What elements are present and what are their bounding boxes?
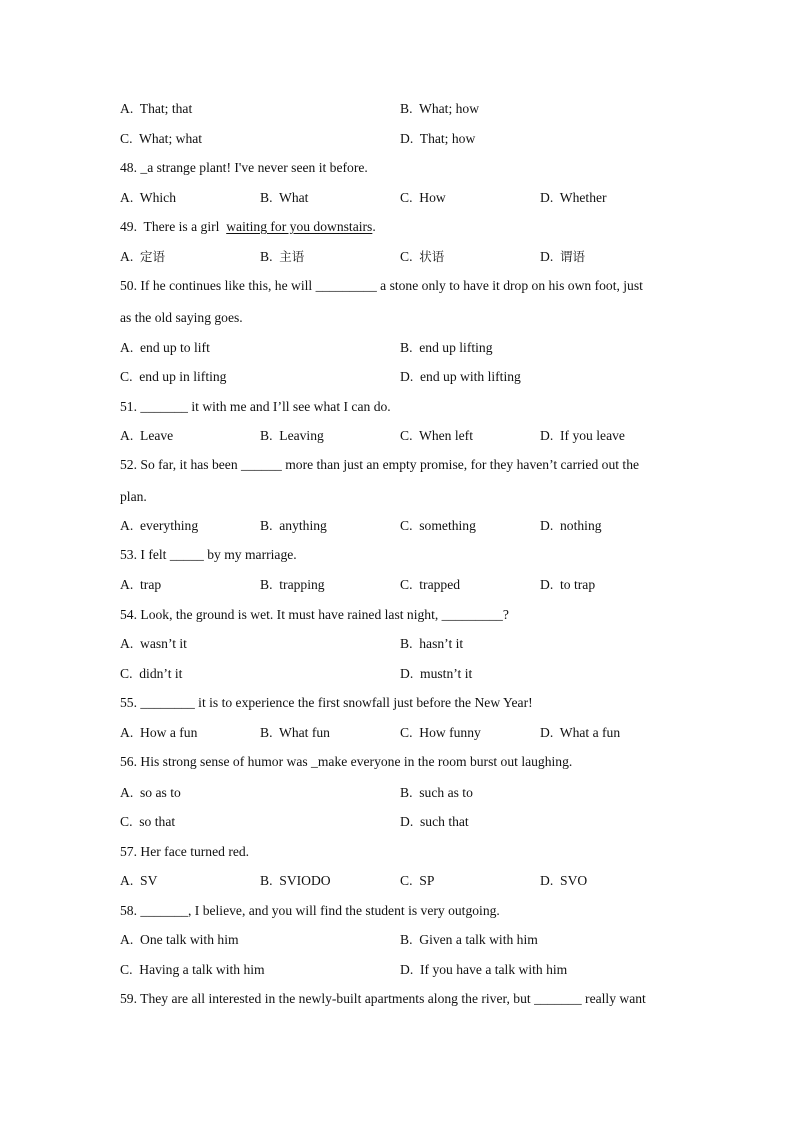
- answer-option: D. nothing: [540, 518, 602, 533]
- question-text: 55. ________ it is to experience the first snowfall just before the New Year!: [120, 695, 533, 710]
- answer-option: B. SVIODO: [260, 873, 331, 888]
- answer-option: [540, 248, 585, 266]
- answer-option: C. didn’t it: [120, 666, 183, 681]
- answer-option: A. How a fun: [120, 725, 198, 740]
- question-line: [120, 309, 680, 327]
- question-line: [120, 277, 680, 295]
- answer-option: D. If you have a talk with him: [400, 962, 568, 977]
- question-text: 52. So far, it has been ______ more than just an empty promise, for they haven’t carried out the: [120, 457, 640, 472]
- options-row: [120, 427, 680, 445]
- answer-option: A. so as to: [120, 785, 181, 800]
- answer-option: D. Whether: [540, 190, 607, 205]
- question-text: 48. _a strange plant! I've never seen it before.: [120, 160, 368, 175]
- answer-option: A. One talk with him: [120, 932, 239, 947]
- answer-option: B. What; how: [400, 101, 480, 116]
- question-line: [120, 398, 680, 416]
- options-row: [120, 784, 680, 802]
- question-text: 57. Her face turned red.: [120, 844, 250, 859]
- question-line: [120, 753, 680, 771]
- option-text: 定语: [140, 249, 166, 264]
- option-letter: A.: [120, 249, 141, 264]
- options-row: [120, 872, 680, 890]
- answer-option: B. hasn’t it: [400, 636, 464, 651]
- options-row: [120, 931, 680, 949]
- answer-option: D. end up with lifting: [400, 369, 521, 384]
- question-text: 53. I felt _____ by my marriage.: [120, 547, 297, 562]
- answer-option: C. Having a talk with him: [120, 962, 265, 977]
- options-row: [120, 130, 680, 148]
- answer-option: B. What fun: [260, 725, 330, 740]
- answer-option: C. What; what: [120, 131, 203, 146]
- option-letter: D.: [540, 249, 561, 264]
- option-letter: C.: [400, 249, 420, 264]
- question-line: [120, 606, 680, 624]
- question-line: [120, 843, 680, 861]
- option-text: 状语: [419, 249, 445, 264]
- answer-option: A. everything: [120, 518, 199, 533]
- question-line: [120, 694, 680, 712]
- options-row: [120, 576, 680, 594]
- question-line: [120, 488, 680, 506]
- answer-option: A. end up to lift: [120, 340, 210, 355]
- answer-option: B. trapping: [260, 577, 325, 592]
- answer-option: D. If you leave: [540, 428, 625, 443]
- question-text: plan.: [120, 489, 147, 504]
- answer-option: C. something: [400, 518, 476, 533]
- question-line: [120, 990, 680, 1008]
- answer-option: D. such that: [400, 814, 469, 829]
- answer-option: A. SV: [120, 873, 158, 888]
- question-text: 54. Look, the ground is wet. It must have rained last night, _________?: [120, 607, 509, 622]
- answer-option: A. That; that: [120, 101, 193, 116]
- options-row: [120, 517, 680, 535]
- answer-option: B. anything: [260, 518, 327, 533]
- question-text: .: [372, 219, 376, 234]
- question-text: 58. _______, I believe, and you will find the student is very outgoing.: [120, 903, 500, 918]
- option-letter: B.: [260, 249, 280, 264]
- options-row: [120, 813, 680, 831]
- answer-option: B. What: [260, 190, 309, 205]
- answer-option: A. Leave: [120, 428, 174, 443]
- answer-option: [400, 248, 444, 266]
- answer-option: C. end up in lifting: [120, 369, 227, 384]
- answer-option: A. wasn’t it: [120, 636, 187, 651]
- options-row: [120, 961, 680, 979]
- answer-option: B. Leaving: [260, 428, 324, 443]
- answer-option: [120, 248, 165, 266]
- question-line: [120, 218, 680, 236]
- option-text: 主语: [279, 249, 305, 264]
- answer-option: D. That; how: [400, 131, 476, 146]
- question-line: [120, 546, 680, 564]
- answer-option: C. When left: [400, 428, 473, 443]
- answer-option: A. trap: [120, 577, 162, 592]
- answer-option: D. mustn’t it: [400, 666, 473, 681]
- question-line: [120, 159, 680, 177]
- answer-option: D. SVO: [540, 873, 588, 888]
- options-row: [120, 339, 680, 357]
- underlined-phrase: waiting for you downstairs: [226, 219, 373, 234]
- question-line: [120, 902, 680, 920]
- answer-option: [260, 248, 304, 266]
- answer-option: C. trapped: [400, 577, 461, 592]
- answer-option: A. Which: [120, 190, 177, 205]
- answer-option: C. How: [400, 190, 446, 205]
- options-row: [120, 100, 680, 118]
- option-text: 谓语: [560, 249, 586, 264]
- options-row: [120, 724, 680, 742]
- options-row: [120, 368, 680, 386]
- answer-option: C. SP: [400, 873, 435, 888]
- options-row: [120, 635, 680, 653]
- question-text: 51. _______ it with me and I’ll see what I can do.: [120, 399, 391, 414]
- answer-option: C. How funny: [400, 725, 481, 740]
- question-text: 50. If he continues like this, he will _________ a stone only to have it drop on his own foot, just: [120, 278, 643, 293]
- question-text: as the old saying goes.: [120, 310, 243, 325]
- question-text: 49. There is a girl: [120, 219, 227, 234]
- answer-option: B. end up lifting: [400, 340, 493, 355]
- answer-option: C. so that: [120, 814, 176, 829]
- question-line: [120, 456, 680, 474]
- options-row: [120, 189, 680, 207]
- answer-option: B. Given a talk with him: [400, 932, 538, 947]
- question-text: 59. They are all interested in the newly-built apartments along the river, but _______ really want: [120, 991, 646, 1006]
- answer-option: D. What a fun: [540, 725, 621, 740]
- options-row: [120, 248, 680, 266]
- question-text: 56. His strong sense of humor was _make everyone in the room burst out laughing.: [120, 754, 573, 769]
- options-row: [120, 665, 680, 683]
- answer-option: B. such as to: [400, 785, 473, 800]
- answer-option: D. to trap: [540, 577, 596, 592]
